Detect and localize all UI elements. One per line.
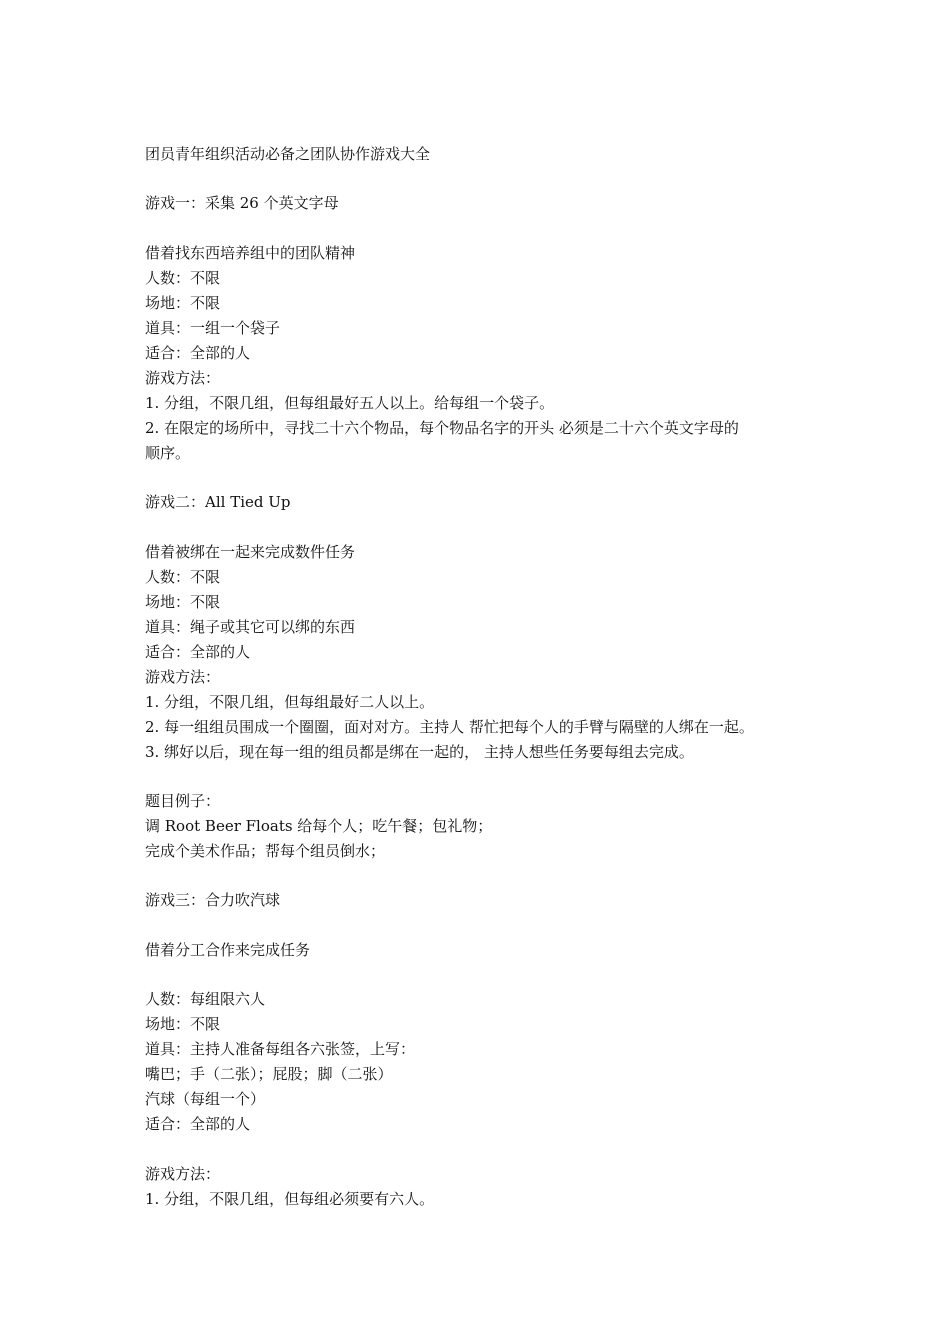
section-heading-game-2: 游戏二：All Tied Up: [145, 493, 291, 511]
text-line: 适合：全部的人: [145, 1115, 251, 1133]
text-line: 题目例子：: [145, 792, 221, 810]
text-line: 道具：主持人准备每组各六张签，上写：: [145, 1040, 416, 1058]
section-heading-game-1: 游戏一：采集 26 个英文字母: [145, 194, 339, 212]
document-title: 团员青年组织活动必备之团队协作游戏大全: [145, 145, 431, 163]
text-line: 1. 分组，不限几组，但每组最好二人以上。: [145, 693, 435, 711]
text-line: 嘴巴；手（二张）；屁股；脚（二张）: [145, 1065, 393, 1083]
text-line: 3. 绑好以后，现在每一组的组员都是绑在一起的， 主持人想些任务要每组去完成。: [145, 743, 694, 761]
text-line: 顺序。: [145, 444, 191, 462]
text-line: 借着找东西培养组中的团队精神: [145, 244, 356, 262]
text-line: 借着被绑在一起来完成数件任务: [145, 543, 356, 561]
text-line: 游戏方法：: [145, 1165, 221, 1183]
text-line: 完成个美术作品；帮每个组员倒水；: [145, 842, 386, 860]
text-line: 调 Root Beer Floats 给每个人；吃午餐；包礼物；: [145, 817, 493, 835]
text-line: 2. 在限定的场所中，寻找二十六个物品，每个物品名字的开头 必须是二十六个英文字母的: [145, 419, 739, 437]
text-line: 场地：不限: [145, 1015, 221, 1033]
text-line: 汽球（每组一个）: [145, 1090, 266, 1108]
text-line: 适合：全部的人: [145, 344, 251, 362]
text-line: 人数：不限: [145, 568, 221, 586]
text-line: 1. 分组，不限几组，但每组必须要有六人。: [145, 1190, 435, 1208]
text-line: 2. 每一组组员围成一个圈圈，面对对方。主持人 帮忙把每个人的手臂与隔壁的人绑在一起。: [145, 718, 754, 736]
text-line: 道具：一组一个袋子: [145, 319, 281, 337]
text-line: 游戏方法：: [145, 369, 221, 387]
section-heading-game-3: 游戏三：合力吹汽球: [145, 891, 281, 909]
text-line: 适合：全部的人: [145, 643, 251, 661]
text-line: 游戏方法：: [145, 668, 221, 686]
text-line: 借着分工合作来完成任务: [145, 941, 311, 959]
text-line: 场地：不限: [145, 593, 221, 611]
text-line: 场地：不限: [145, 294, 221, 312]
text-line: 道具：绳子或其它可以绑的东西: [145, 618, 356, 636]
text-line: 1. 分组，不限几组，但每组最好五人以上。给每组一个袋子。: [145, 394, 555, 412]
text-line: 人数：不限: [145, 269, 221, 287]
text-line: 人数：每组限六人: [145, 990, 266, 1008]
